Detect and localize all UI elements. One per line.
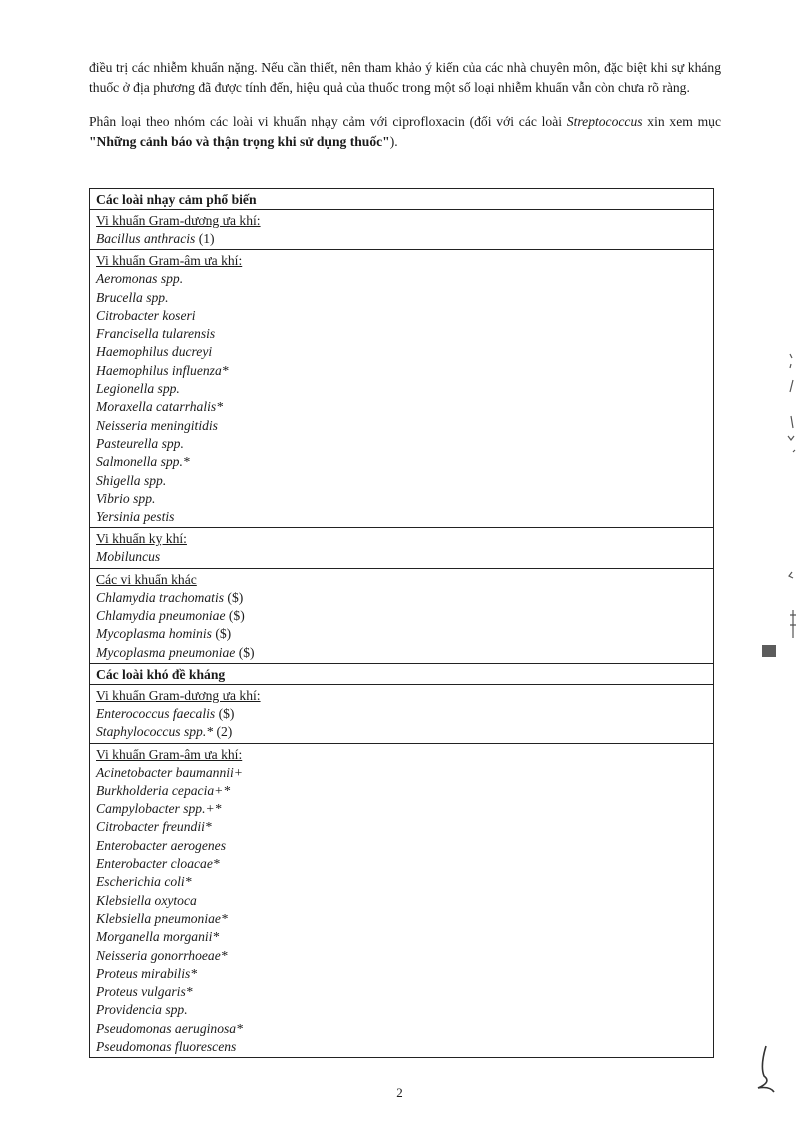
species-name: Mycoplasma pneumoniae [96,644,236,660]
species-note: ($) [235,644,255,660]
species-name: Proteus mirabilis* [96,965,198,981]
group-title: Các vi khuẩn khác [96,571,197,587]
species-item [96,230,713,248]
species-item [96,289,713,307]
species-note: ($) [224,589,244,605]
species-name: Yersinia pestis [96,509,175,525]
intro-p2-italic: Streptococcus [566,114,643,129]
species-item [96,947,713,965]
intro-p2-end: ). [389,133,398,149]
species-item [96,589,713,607]
species-item [96,417,713,435]
intro-p2-mid: xin xem mục [642,114,721,129]
bacteria-group [90,527,713,567]
species-name: Haemophilus ducreyi [96,344,213,360]
species-name: Neisseria meningitidis [96,417,218,433]
species-note: (1) [195,231,215,246]
species-name: Legionella spp. [96,381,180,397]
species-name: Pseudomonas fluorescens [96,1038,237,1054]
species-name: Citrobacter koseri [96,307,196,323]
species-item [96,453,713,471]
group-title: Vi khuẩn Gram-âm ưa khí: [96,253,243,269]
species-name: Neisseria gonorrhoeae* [96,947,228,963]
susceptibility-table [89,188,714,1058]
species-item [96,965,713,983]
intro-p2-bold: "Những cảnh báo và thận trọng khi sử dụng thuốc" [89,133,390,149]
intro-paragraph-2 [89,112,721,151]
species-item [96,435,713,453]
species-item [96,644,713,662]
species-name: Francisella tularensis [96,326,216,342]
species-name: Vibrio spp. [96,490,156,506]
species-item [96,398,713,416]
species-item [96,625,713,643]
species-item [96,910,713,928]
species-item [96,490,713,508]
species-note: ($) [211,626,232,642]
species-name: Escherichia coli* [96,874,192,890]
species-item [96,1020,713,1038]
species-item [96,818,713,836]
species-name: Mycoplasma hominis [96,626,212,642]
species-item [96,307,713,325]
species-item [96,548,713,566]
species-note: ($) [225,608,245,624]
group-title: Vi khuẩn Gram-dương ưa khí: [96,687,261,703]
species-name: Shigella spp. [96,472,167,488]
group-title: Vi khuẩn Gram-âm ưa khí: [96,746,243,762]
species-item [96,1001,713,1019]
group-title: Vi khuẩn kỵ khí: [96,531,187,547]
species-name: Klebsiella oxytoca [96,892,197,908]
species-item [96,343,713,361]
species-item [96,362,713,380]
section-heading: Các loài nhạy cảm phổ biến [90,188,713,209]
species-item [96,723,713,741]
species-item [96,270,713,288]
species-name: Enterococcus faecalis [96,705,216,721]
species-item [96,782,713,800]
species-item [96,855,713,873]
species-name: Bacillus anthracis [96,231,196,246]
species-name: Haemophilus influenza* [96,362,229,378]
species-item [96,983,713,1001]
bacteria-group [90,249,713,527]
species-item [96,607,713,625]
section-heading: Các loài khó đề kháng [90,663,713,684]
species-note: (2) [213,724,233,740]
species-item [96,892,713,910]
group-title: Vi khuẩn Gram-dương ưa khí: [96,213,261,228]
scan-margin-marks [760,340,799,700]
species-item [96,380,713,398]
bacteria-group [90,209,713,249]
intro-p2-start: Phân loại theo nhóm các loài vi khuẩn nhạy cảm với ciprofloxacin (đối với các loài [89,114,567,129]
intro-text [89,58,721,151]
page-number: 2 [396,1085,403,1100]
species-name: Brucella spp. [96,289,169,305]
species-name: Pasteurella spp. [96,435,184,451]
species-name: Burkholderia cepacia+* [96,782,231,798]
species-item [96,837,713,855]
species-name: Enterobacter aerogenes [96,837,226,853]
species-name: Salmonella spp.* [96,454,190,470]
species-name: Aeromonas spp. [96,271,184,287]
species-item [96,800,713,818]
species-name: Klebsiella pneumoniae* [96,910,228,926]
species-item [96,873,713,891]
species-name: Staphylococcus spp.* [96,724,214,740]
species-name: Chlamydia pneumoniae [96,608,226,624]
signature-mark [748,1040,778,1100]
intro-paragraph-1: điều trị các nhiễm khuẩn nặng. Nếu cần thiết, nên tham khảo ý kiến của các nhà chuyên môn, đặc biệt khi sự kháng thuốc ở địa phương đã được tính đến, hiệu quả của thuốc trong một số loại nhiễm khuẩn vẫn còn chưa rõ ràng. [89,60,721,95]
species-name: Providencia spp. [96,1002,188,1018]
species-name: Chlamydia trachomatis [96,589,225,605]
species-item [96,472,713,490]
species-item [96,705,713,723]
species-name: Campylobacter spp.+* [96,801,222,817]
bacteria-group [90,743,713,1058]
species-name: Citrobacter freundii* [96,819,212,835]
species-name: Acinetobacter baumannii+ [96,764,243,780]
species-name: Mobiluncus [96,549,161,565]
species-name: Moraxella catarrhalis* [96,399,223,415]
species-name: Enterobacter cloacae* [96,856,220,872]
bacteria-group [90,568,713,663]
species-name: Proteus vulgaris* [96,984,193,1000]
species-item [96,1038,713,1056]
species-item [96,764,713,782]
species-note: ($) [215,705,235,721]
species-item [96,928,713,946]
species-name: Morganella morganii* [96,929,220,945]
species-item [96,508,713,526]
bacteria-group [90,684,713,743]
species-name: Pseudomonas aeruginosa* [96,1020,243,1036]
species-item [96,325,713,343]
